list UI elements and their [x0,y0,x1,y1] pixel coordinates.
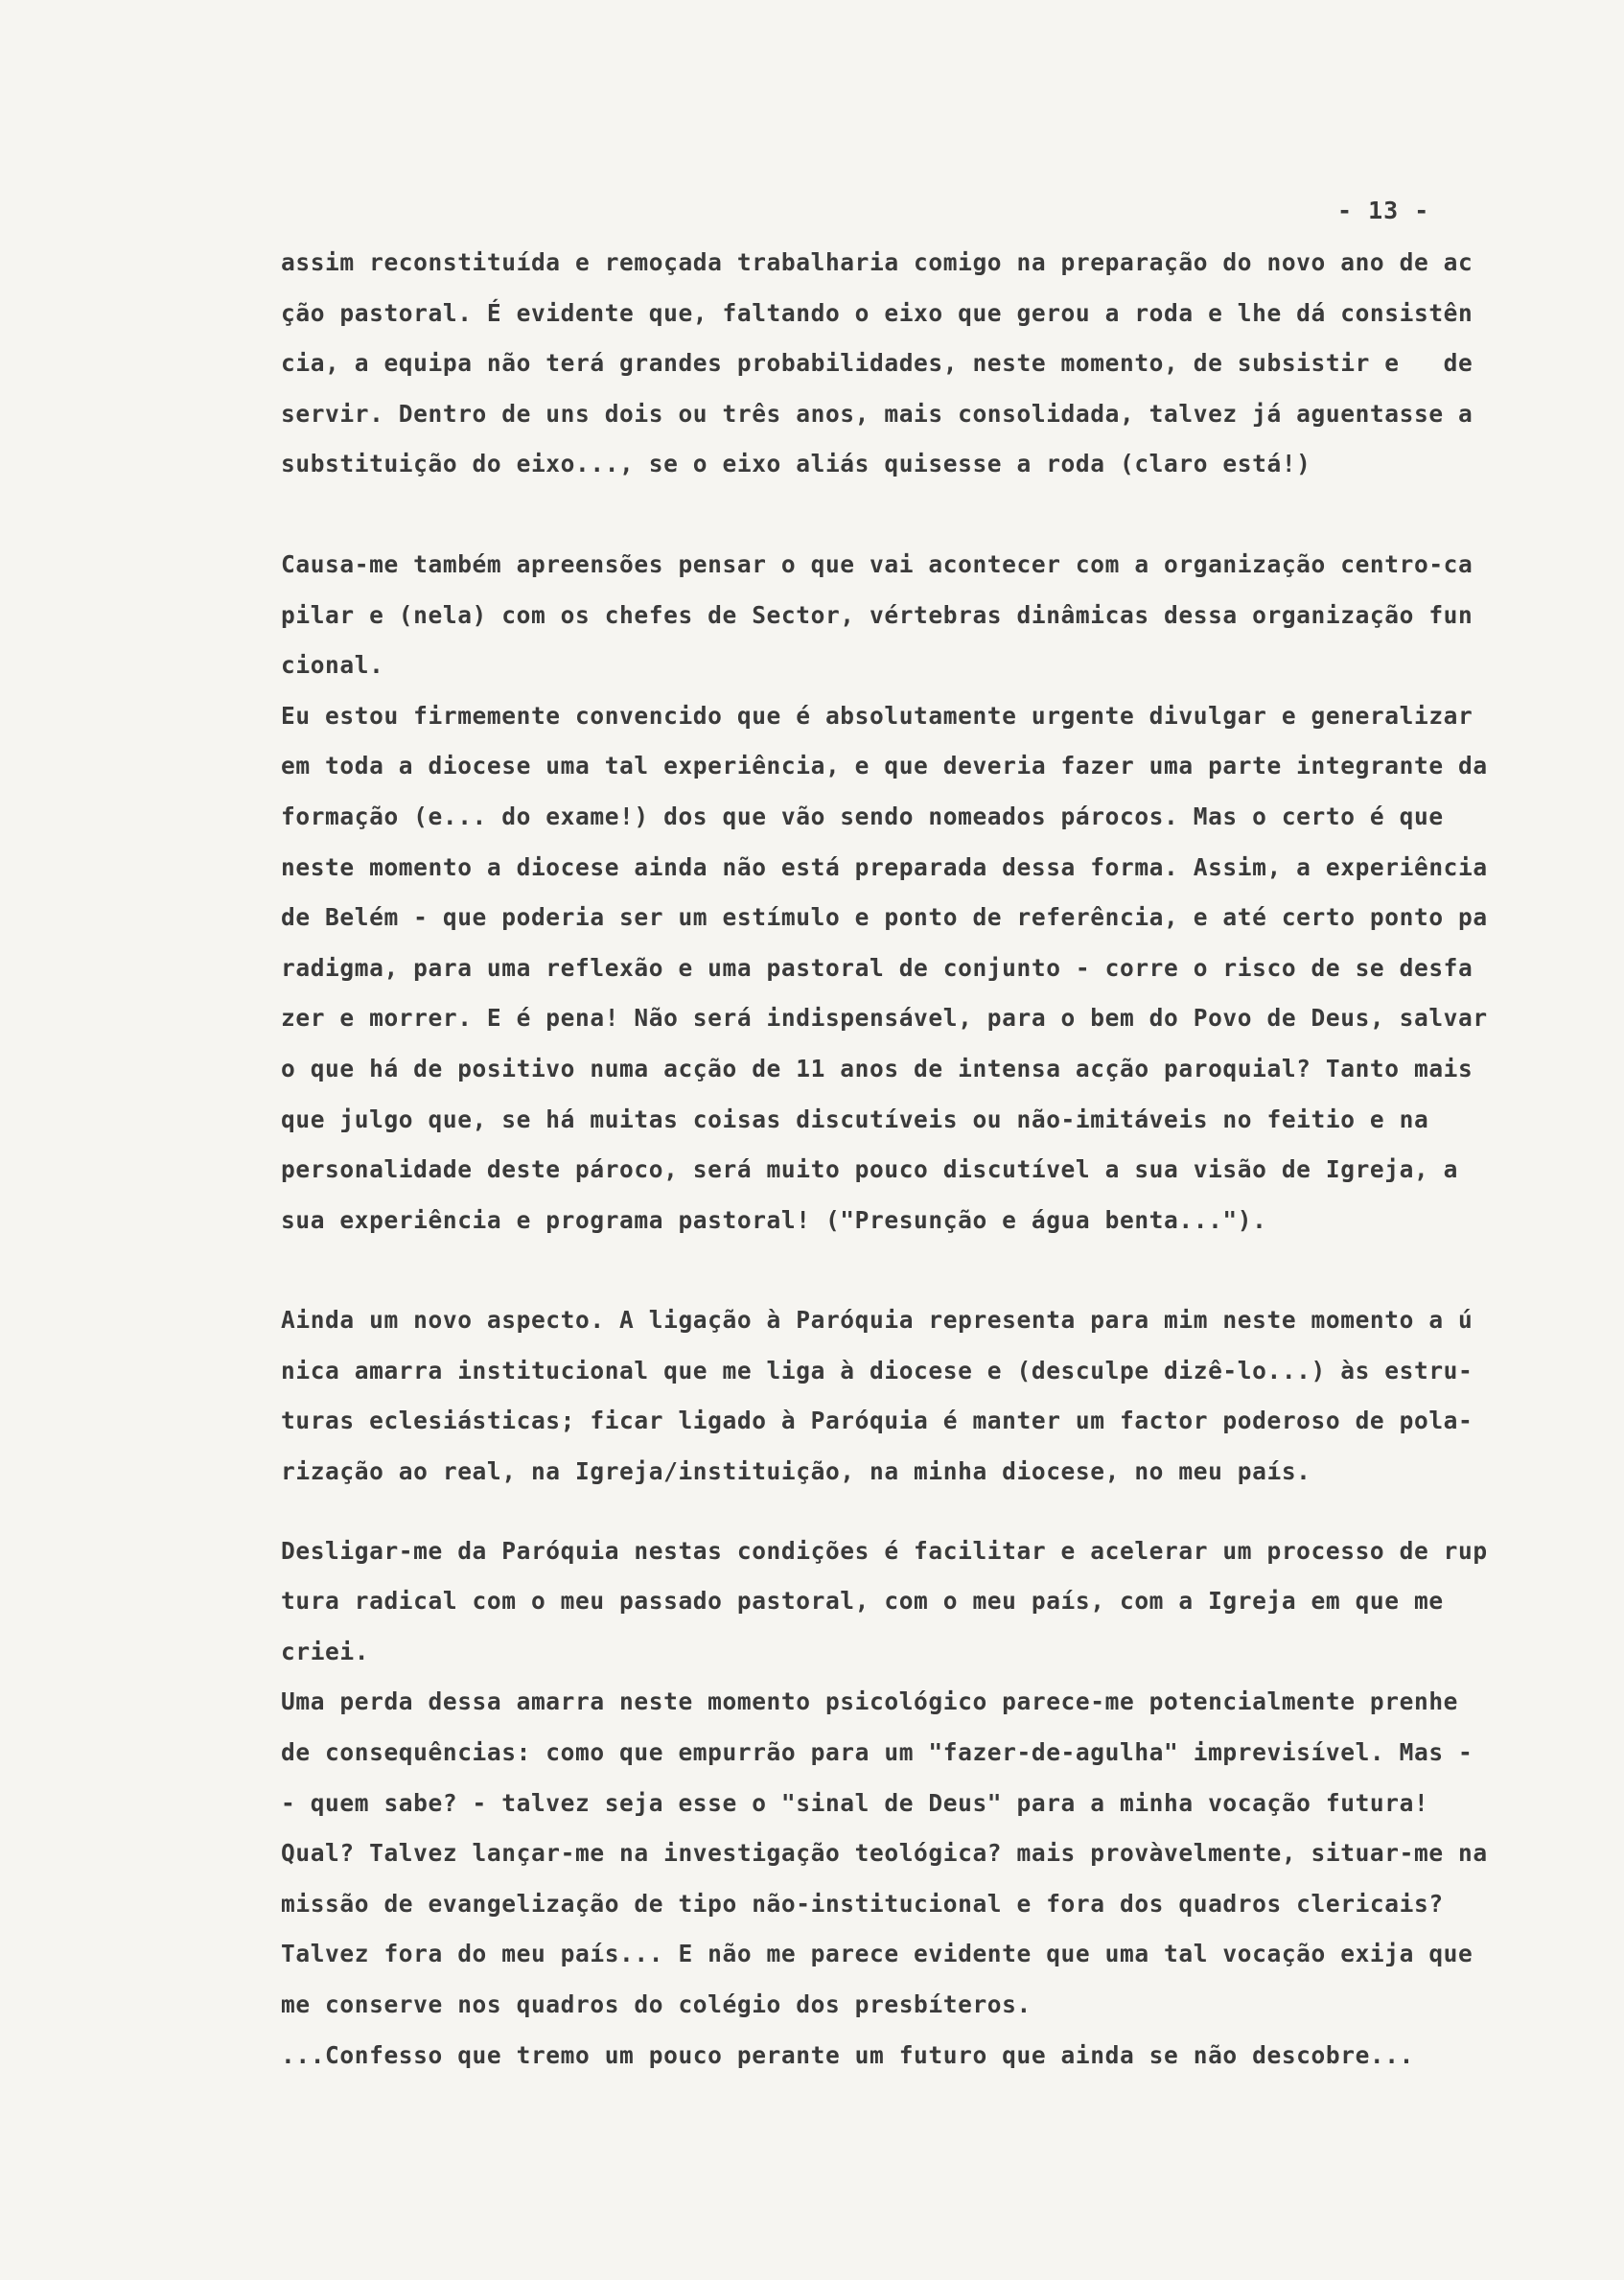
text-line: criei. [281,1637,370,1665]
text-line: que julgo que, se há muitas coisas discutíveis ou não-imitáveis no feitio e na [281,1105,1429,1133]
paragraph-5 [281,1526,1518,1678]
text-line: Qual? Talvez lançar-me na investigação teológica? mais provàvelmente, situar-me na [281,1839,1488,1868]
text-line: - quem sabe? - talvez seja esse o "sinal de Deus" para a minha vocação futura! [281,1788,1429,1817]
text-line: Causa-me também apreensões pensar o que vai acontecer com a organização centro-ca [281,549,1473,578]
paragraph-3 [281,691,1518,1246]
text-line: Eu estou firmemente convencido que é absolutamente urgente divulgar e generalizar [281,701,1473,730]
text-line: Talvez fora do meu país... E não me parece evidente que uma tal vocação exija que [281,1940,1473,1968]
paragraph-6 [281,1677,1518,2081]
text-line: rização ao real, na Igreja/instituição, na minha diocese, no meu país. [281,1457,1311,1486]
text-line: ...Confesso que tremo um pouco perante um futuro que ainda se não descobre... [281,2040,1414,2069]
text-line: em toda a diocese uma tal experiência, e que deveria fazer uma parte integrante da [281,752,1488,780]
text-line: servir. Dentro de uns dois ou três anos, mais consolidada, talvez já aguentasse a [281,399,1473,428]
text-line: personalidade deste pároco, será muito pouco discutível a sua visão de Igreja, a [281,1155,1459,1184]
text-line: formação (e... do exame!) dos que vão sendo nomeados párocos. Mas o certo é que [281,802,1444,830]
text-line: Uma perda dessa amarra neste momento psicológico parece-me potencialmente prenhe [281,1687,1459,1716]
page-number: - 13 - [1337,197,1430,224]
text-line: nica amarra institucional que me liga à diocese e (desculpe dizê-lo...) às estru- [281,1356,1473,1384]
text-line: cional. [281,651,384,680]
text-line: o que há de positivo numa acção de 11 anos de intensa acção paroquial? Tanto mais [281,1054,1473,1082]
text-line: de Belém - que poderia ser um estímulo e ponto de referência, e até certo ponto pa [281,903,1488,932]
document-body [281,238,1518,2081]
text-line: pilar e (nela) com os chefes de Sector, vértebras dinâmicas dessa organização fun [281,600,1473,629]
text-line: de consequências: como que empurrão para um "fazer-de-agulha" imprevisível. Mas - [281,1738,1473,1767]
text-line: turas eclesiásticas; ficar ligado à Paróquia é manter um factor poderoso de pola- [281,1407,1473,1435]
text-line: me conserve nos quadros do colégio dos presbíteros. [281,1990,1032,2018]
text-line: sua experiência e programa pastoral! ("Presunção e água benta..."). [281,1205,1267,1234]
text-line: Ainda um novo aspecto. A ligação à Paróquia representa para mim neste momento a ú [281,1306,1473,1335]
text-line: ção pastoral. É evidente que, faltando o eixo que gerou a roda e lhe dá consistên [281,298,1473,327]
paragraph-1 [281,238,1518,490]
text-line: assim reconstituída e remoçada trabalharia comigo na preparação do novo ano de ac [281,248,1473,276]
paragraph-4 [281,1295,1518,1497]
paragraph-2 [281,540,1518,691]
text-line: tura radical com o meu passado pastoral, com o meu país, com a Igreja em que me [281,1587,1444,1616]
text-line: Desligar-me da Paróquia nestas condições é facilitar e acelerar um processo de rup [281,1536,1488,1565]
text-line: cia, a equipa não terá grandes probabilidades, neste momento, de subsistir e de [281,349,1473,378]
text-line: zer e morrer. E é pena! Não será indispensável, para o bem do Povo de Deus, salvar [281,1004,1488,1033]
text-line: neste momento a diocese ainda não está preparada dessa forma. Assim, a experiência [281,852,1488,881]
text-line: radigma, para uma reflexão e uma pastoral de conjunto - corre o risco de se desfa [281,953,1473,982]
text-line: substituição do eixo..., se o eixo aliás quisesse a roda (claro está!) [281,450,1311,478]
text-line: missão de evangelização de tipo não-institucional e fora dos quadros clericais? [281,1889,1444,1918]
